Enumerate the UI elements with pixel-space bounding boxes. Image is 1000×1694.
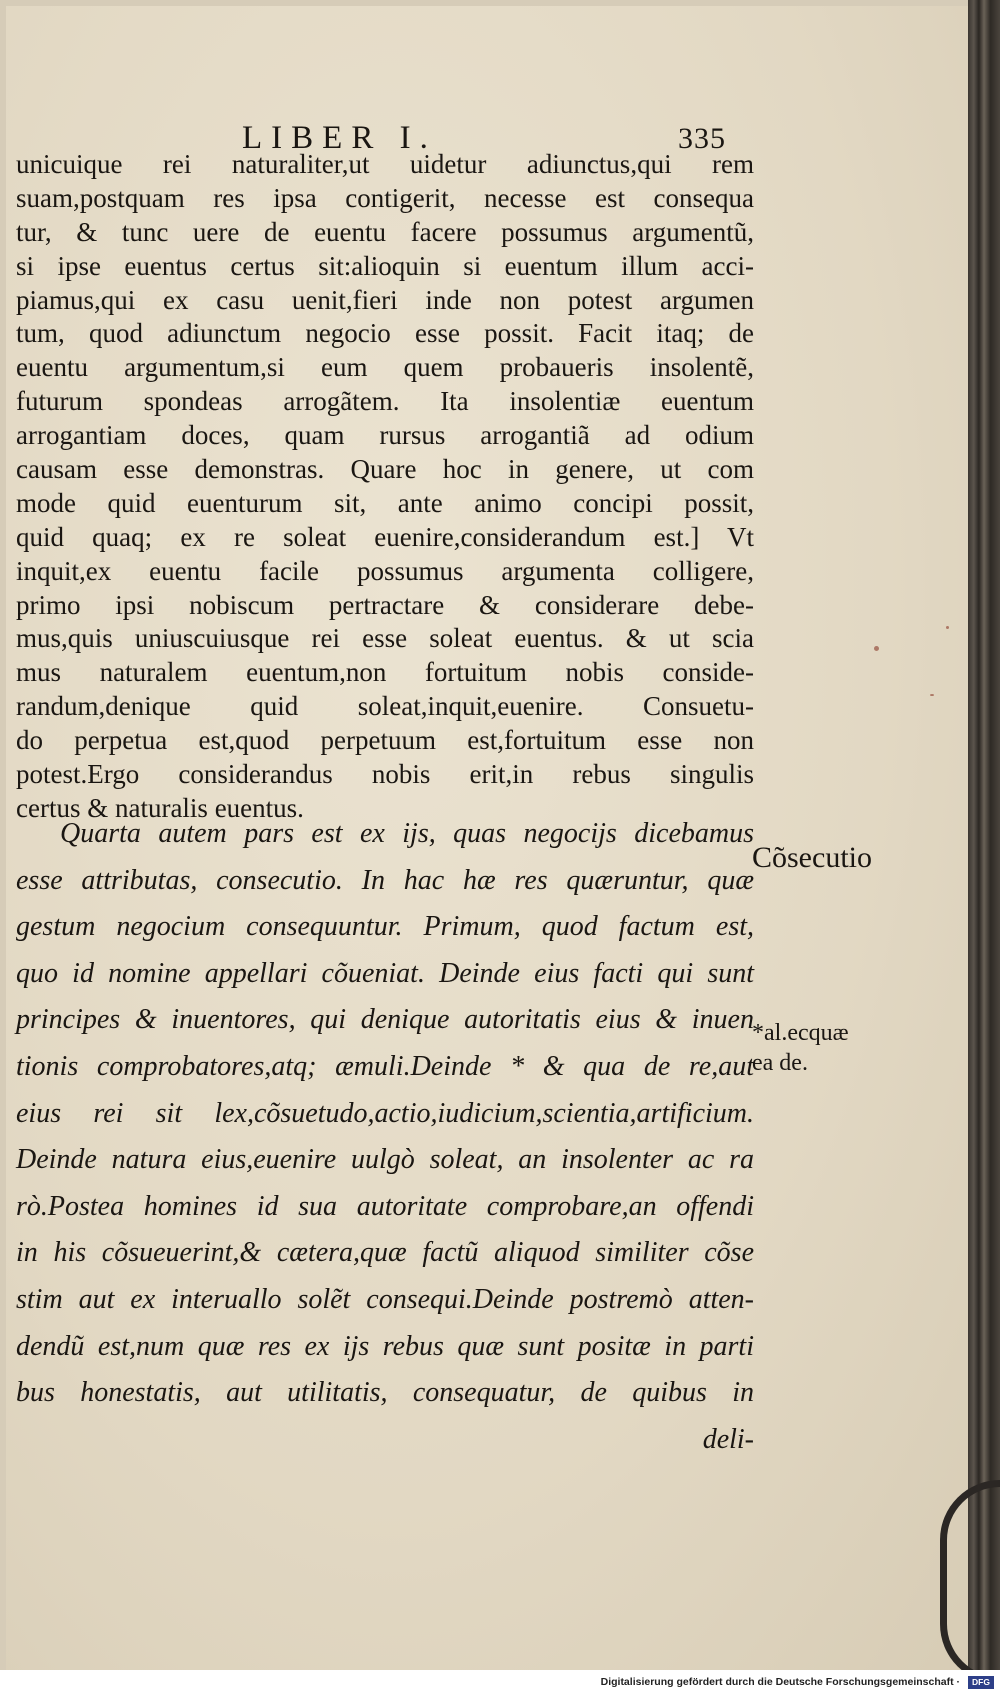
- text-line: futurum spondeas arrogãtem. Ita insolentiæ euentum: [16, 386, 754, 417]
- text-line: tum, quod adiunctum negocio esse possit. Facit itaq; de: [16, 318, 754, 349]
- text-line: quo id nomine appellari cõueniat. Deinde eius facti qui sunt: [16, 957, 754, 989]
- text-line: esse attributas, consecutio. In hac hæ res quæruntur, quæ: [16, 864, 754, 896]
- text-line: do perpetua est,quod perpetuum est,fortuitum esse non: [16, 725, 754, 756]
- roman-text-block: [16, 148, 754, 826]
- text-line: quid quaq; ex re soleat euenire,considerandum est.] Vt: [16, 521, 754, 552]
- text-line: si ipse euentus certus sit:alioquin si euentum illum acci-: [16, 250, 754, 281]
- text-line: in his cõsueuerint,& cætera,quæ factũ aliquod similiter cõse: [16, 1237, 754, 1269]
- text-line: gestum negocium consequuntur. Primum, quod factum est,: [16, 911, 754, 943]
- text-line: stim aut ex interuallo solẽt consequi.Deinde postremò atten-: [16, 1283, 754, 1315]
- text-line: euentu argumentum,si eum quem probaueris insolentẽ,: [16, 352, 754, 383]
- text-line: piamus,qui ex casu uenit,fieri inde non potest argumen: [16, 284, 754, 315]
- text-line: mus,quis uniuscuiusque rei esse soleat euentus. & ut scia: [16, 623, 754, 654]
- margin-note-variant: *al.ecquæ ea de.: [752, 1020, 849, 1076]
- digitization-credit: Digitalisierung gefördert durch die Deutsche Forschungsgemeinschaft ·: [600, 1676, 960, 1688]
- text-line: tur, & tunc uere de euentu facere possumus argumentũ,: [16, 216, 754, 247]
- text-line: dendũ est,num quæ res ex ijs rebus quæ sunt positæ in parti: [16, 1330, 754, 1362]
- text-line: potest.Ergo considerandus nobis erit,in rebus singulis: [16, 759, 754, 790]
- running-title: LIBER I.: [242, 120, 437, 156]
- text-line: tionis comprobatores,atq; æmuli.Deinde * & qua de re,aut: [16, 1050, 754, 1082]
- text-line: randum,denique quid soleat,inquit,euenire. Consuetu-: [16, 691, 754, 722]
- page-clip: [940, 1480, 1000, 1684]
- paper-stain: [946, 626, 949, 629]
- text-line: eius rei sit lex,cõsuetudo,actio,iudicium,scientia,artificium.: [16, 1097, 754, 1129]
- italic-text-block: [16, 811, 754, 1463]
- text-line: arrogantiam doces, quam rursus arrogantiã ad odium: [16, 420, 754, 451]
- paper-stain: [874, 646, 879, 651]
- text-line: deli-: [702, 1423, 754, 1455]
- text-line: Deinde natura eius,euenire uulgò soleat, an insolenter ac ra: [16, 1144, 754, 1176]
- page-number: 335: [678, 122, 726, 155]
- dfg-logo: DFG: [968, 1676, 994, 1689]
- text-line: unicuique rei naturaliter,ut uidetur adiunctus,qui rem: [16, 149, 754, 179]
- paper-page: [6, 6, 974, 1670]
- text-line: primo ipsi nobiscum pertractare & considerare debe-: [16, 589, 754, 620]
- paper-stain: [930, 694, 934, 696]
- text-line: rò.Postea homines id sua autoritate comprobare,an offendi: [16, 1190, 754, 1222]
- text-line: mus naturalem euentum,non fortuitum nobis conside-: [16, 657, 754, 688]
- text-line: certus & naturalis euentus.: [16, 792, 304, 823]
- text-line: Quarta autem pars est ex ijs, quas negocijs dicebamus: [60, 818, 754, 849]
- text-line: bus honestatis, aut utilitatis, consequatur, de quibus in: [16, 1377, 754, 1409]
- text-line: suam,postquam res ipsa contigerit, necesse est consequa: [16, 182, 754, 213]
- book-spine-edge: [968, 0, 1000, 1694]
- text-line: inquit,ex euentu facile possumus argumenta colligere,: [16, 555, 754, 586]
- text-line: causam esse demonstras. Quare hoc in genere, ut com: [16, 454, 754, 485]
- text-line: mode quid euenturum sit, ante animo concipi possit,: [16, 487, 754, 518]
- text-line: principes & inuentores, qui denique autoritatis eius & inuen: [16, 1004, 754, 1036]
- margin-note-consecutio: Cõsecutio: [752, 841, 872, 874]
